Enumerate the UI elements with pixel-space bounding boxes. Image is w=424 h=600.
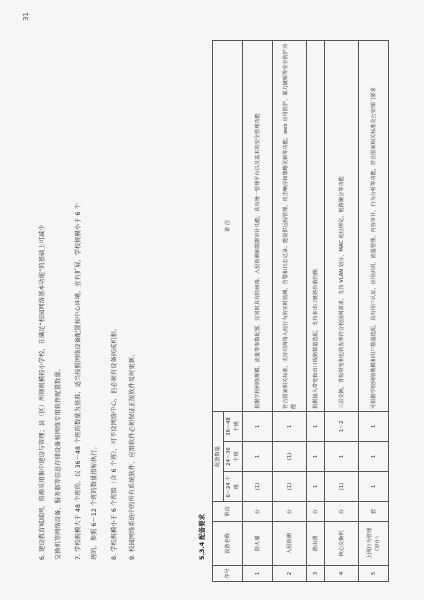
- cell-note: 根据学校网络规模、流量等参数配置，宜同时具有防病毒、入侵检测和数据审计功能，具有统一管理平台以及基本的安全管理功能: [243, 41, 273, 412]
- table-row: [273, 41, 307, 582]
- paragraph-6-line-1: 6. 建设教育城域网，资源采用集中建设与管理；县（区）所辖规模较小学校，在满足“校园网络基本功能”的基础上可减少: [39, 224, 46, 560]
- header-qty-24-36: 24～36 个班: [224, 442, 243, 472]
- header-qty-36-48: 36～48 个班: [224, 412, 243, 442]
- table-row: [359, 41, 389, 582]
- section-heading: 5.3.4 配备要求: [198, 514, 206, 560]
- header-unit: 单位: [213, 502, 243, 522]
- cell-qty-1: (1): [273, 472, 307, 502]
- cell-qty-2: 1: [307, 442, 325, 472]
- cell-name: 上网行为管理（审计）: [359, 522, 389, 566]
- cell-index: 3: [307, 566, 325, 582]
- header-note: 备 注: [213, 41, 243, 412]
- cell-qty-3: 1: [273, 412, 307, 442]
- cell-index: 2: [273, 566, 307, 582]
- header-qty-group: 配备数量: [213, 412, 224, 502]
- cell-index: 4: [325, 566, 359, 582]
- cell-note: 可根据学校网络规模和用户数量选配，具有用户认证、应用识别、流量管理、内容审计、行为分析等功能，符合国家相关标准及公安部门要求: [359, 41, 389, 412]
- cell-name: 核心交换机: [325, 522, 359, 566]
- header-index: 序号: [213, 566, 243, 582]
- table-row: [307, 41, 325, 582]
- cell-qty-2: (1): [273, 442, 307, 472]
- table-header-row: [213, 41, 224, 582]
- cell-qty-3: 1～2: [325, 412, 359, 442]
- cell-unit: 套: [359, 502, 389, 522]
- cell-unit: 台: [307, 502, 325, 522]
- page-number: 31: [22, 12, 30, 21]
- cell-qty-2: 1: [243, 442, 273, 472]
- paragraph-7-line-1: 7. 学校规模大于 48 个班的，以 36～48 个班的数量为基准，适当按照网络设备配置和中心环境，宜有扩展，学校规模小于 6 个: [75, 203, 82, 560]
- cell-note: 三层交换，背板带宽和包转发率符合校园网需求，支持 VLAN 划分、MAC 地址绑定、链路聚合等功能: [325, 41, 359, 412]
- paragraph-8: 8. 学校规模小于 6 个班级（含 6 个班），可不设网络中心，但必须有设备间或机柜。: [111, 324, 118, 560]
- paragraph-6-line-2: 交换机等网络设备，服务器等信息存储设备和网络专用软件配置数量。: [55, 365, 62, 560]
- cell-qty-1: 1: [307, 472, 325, 502]
- cell-unit: 台: [325, 502, 359, 522]
- cell-qty-1: (1): [325, 472, 359, 502]
- cell-qty-2: 1: [359, 442, 389, 472]
- cell-qty-2: 1: [325, 442, 359, 472]
- paragraph-9: 9. 校园网络系统中的所有系统软件、应用软件必须保证正版软件及时更新。: [129, 350, 136, 560]
- header-qty-6-24: 6～24 个班: [224, 472, 243, 502]
- cell-qty-3: 1: [307, 412, 325, 442]
- cell-unit: 台: [243, 502, 273, 522]
- paragraph-7-line-2: 班的，参照 6～12 个班的数量指标执行。: [91, 443, 98, 560]
- table-row: [325, 41, 359, 582]
- cell-index: 1: [243, 566, 273, 582]
- equipment-table: [212, 40, 389, 582]
- header-name: 设备名称: [213, 522, 243, 566]
- cell-qty-3: 1: [243, 412, 273, 442]
- cell-name: 入侵检测: [273, 522, 307, 566]
- cell-name: 防火墙: [243, 522, 273, 566]
- cell-qty-1: (1): [243, 472, 273, 502]
- cell-note: 符合国家相关标准，支持对网络入侵行为的实时监测、告警和日志记录；能提供远程管理、攻击响应和策略更新等功能，web 应用防护、暴力破解等安全防护功能: [273, 41, 307, 412]
- cell-qty-3: 1: [359, 412, 389, 442]
- cell-unit: 台: [273, 502, 307, 522]
- cell-qty-1: 1: [359, 472, 389, 502]
- cell-index: 5: [359, 566, 389, 582]
- cell-name: 路由器: [307, 522, 325, 566]
- cell-note: 根据接入带宽和出口线路数量选配，支持多出口链路负载均衡: [307, 41, 325, 412]
- table-row: [243, 41, 273, 582]
